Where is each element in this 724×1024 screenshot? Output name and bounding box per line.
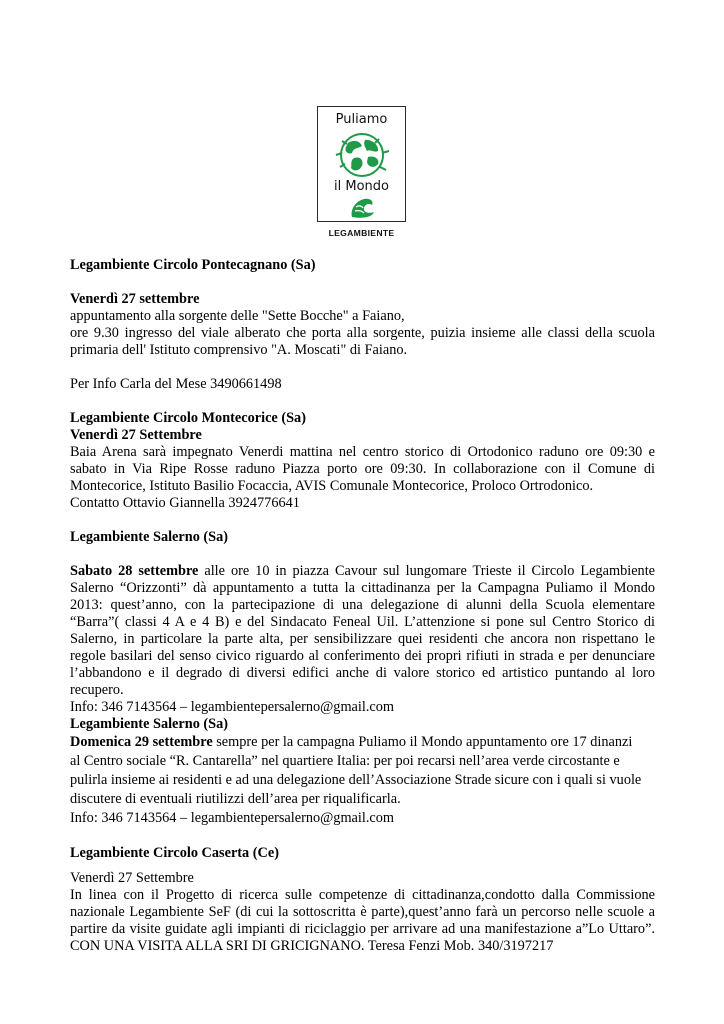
legambiente-wordmark: LEGAMBIENTE xyxy=(328,228,395,238)
logo-title-line1: Puliamo xyxy=(335,112,388,127)
event-date: Domenica 29 settembre xyxy=(70,734,213,750)
event-date: Venerdì 27 Settembre xyxy=(70,427,202,443)
event-date: Sabato 28 settembre xyxy=(70,563,199,579)
paragraph-line: discutere di eventuali riutilizzi dell’area per riqualificarla. xyxy=(70,791,401,807)
puliamo-il-mondo-logo xyxy=(317,106,406,222)
paragraph: appuntamento alla sorgente delle "Sette Bocche" a Faiano, xyxy=(70,308,405,324)
section-heading-caserta: Legambiente Circolo Caserta (Ce) xyxy=(70,845,279,861)
section-heading-salerno: Legambiente Salerno (Sa) xyxy=(70,529,229,545)
contact-info: Contatto Ottavio Giannella 3924776641 xyxy=(70,495,300,511)
event-date: Venerdì 27 Settembre xyxy=(70,870,194,886)
paragraph-line: pulirla insieme ai residenti e ad una delegazione dell’Associazione Strade sicure con i quali si vuole xyxy=(70,772,642,788)
paragraph: ore 9.30 ingresso del viale alberato che porta alla sorgente, puizia insieme alle classi della scuola primaria dell' Istituto comprensivo "A. Moscati" di Faiano. xyxy=(70,325,655,358)
paragraph-line: al Centro sociale “R. Cantarella” nel quartiere Italia: per poi recarsi nell’area verde circostante e xyxy=(70,753,620,769)
paragraph-text: alle ore 10 in piazza Cavour sul lungomare Trieste il Circolo Legambiente Salerno “Orizzonti” dà appuntamento a tutta la cittadinanza per la Campagna Puliamo il Mondo 2013: quest’anno, con la partecipazione di una delegazione di alunni della Scuola elementare “Barra”( classi 4 A e 4 B) e del Sindacato Feneal Uil. L’attenzione si pone sul Centro Storico di Salerno, in particolare la parte alta, per sensibilizzare quei residenti che ancora non rispettano le regole basilari del senso civico riguardo al conferimento dei propri rifiuti in strada e per denunciare l’abbandono e il degrado di diversi edifici anche di valore storico ed artistico puntando al loro recupero. xyxy=(70,563,656,698)
paragraph-text: sempre per la campagna Puliamo il Mondo appuntamento ore 17 dinanzi xyxy=(212,734,633,750)
event-date: Venerdì 27 settembre xyxy=(70,291,200,307)
logo-title-line2: il Mondo xyxy=(334,179,389,194)
section-heading-salerno-2: Legambiente Salerno (Sa) xyxy=(70,716,229,732)
contact-info: Info: 346 7143564 – legambientepersalerno@gmail.com xyxy=(70,699,395,715)
section-heading-montecorice: Legambiente Circolo Montecorice (Sa) xyxy=(70,410,306,426)
paragraph: In linea con il Progetto di ricerca sulle competenze di cittadinanza,condotto dalla Commissione nazionale Legambiente SeF (di cui la sottoscritta è parte),quest’anno farà un percorso nelle scuole a partire da visite guidate agli impianti di riciclaggio per arrivare ad una manifestazione a”Lo Uttaro”. CON UNA VISITA ALLA SRI DI GRICIGNANO. Teresa Fenzi Mob. 340/3197217 xyxy=(70,887,655,954)
document-body xyxy=(70,257,655,955)
globe-icon xyxy=(332,131,392,179)
paragraph: Baia Arena sarà impegnato Venerdi mattina nel centro storico di Ortodonico raduno ore 09:30 e sabato in Via Ripe Rosse raduno Piazza porto ore 09:30. In collaborazione con il Comune di Montecorice, Istituto Basilio Focaccia, AVIS Comunale Montecorice, Proloco Ortrodonico. xyxy=(70,444,655,494)
paragraph-line xyxy=(70,733,655,752)
contact-info: Per Info Carla del Mese 3490661498 xyxy=(70,376,282,392)
swan-leaf-icon xyxy=(346,195,379,219)
contact-info: Info: 346 7143564 – legambientepersalerno@gmail.com xyxy=(70,810,395,826)
paragraph xyxy=(70,563,655,699)
section-heading-pontecagnano: Legambiente Circolo Pontecagnano (Sa) xyxy=(70,257,316,273)
